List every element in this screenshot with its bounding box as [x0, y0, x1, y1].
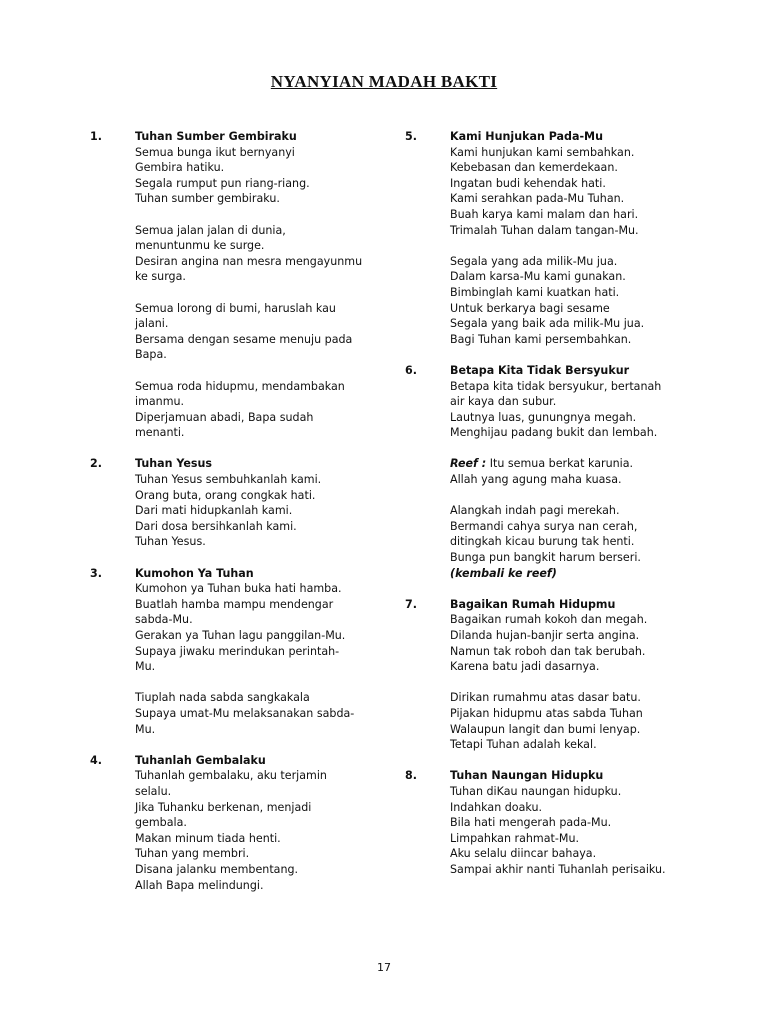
song-lyrics [450, 379, 745, 582]
lyric-line: Allah Bapa melindungi. [135, 878, 264, 892]
lyric-line: ke surga. [135, 270, 186, 284]
lyric-line: Diperjamuan abadi, Bapa sudah [135, 410, 314, 424]
lyric-line: menuntunmu ke surge. [135, 239, 265, 253]
song-number: 1. [90, 130, 102, 143]
song-lyrics [450, 145, 745, 348]
lyric-line: Bagi Tuhan kami persembahkan. [450, 332, 632, 346]
lyric-line: Betapa kita tidak bersyukur, bertanah [450, 379, 662, 393]
lyric-line: Sampai akhir nanti Tuhanlah perisaiku. [450, 862, 666, 876]
song-title: Tuhanlah Gembalaku [135, 753, 266, 767]
lyric-line: Dirikan rumahmu atas dasar batu. [450, 691, 641, 705]
lyric-line: Dari dosa bersihkanlah kami. [135, 519, 297, 533]
lyric-line: Bersama dengan sesame menuju pada [135, 332, 353, 346]
song-entry [90, 129, 380, 441]
lyric-line: Kami serahkan pada-Mu Tuhan. [450, 192, 625, 206]
song-entry [90, 566, 380, 738]
song-entry [405, 363, 745, 581]
song-entry [90, 456, 380, 550]
lyric-line: selalu. [135, 784, 172, 798]
song-number: 4. [90, 753, 102, 767]
lyric-line: Dalam karsa-Mu kami gunakan. [450, 270, 626, 284]
song-number: 8. [405, 769, 417, 783]
lyric-line: Makan minum tiada henti. [135, 831, 281, 845]
song-number: 3. [90, 566, 102, 580]
lyric-line: Bunga pun bangkit harum berseri. [450, 551, 641, 565]
lyric-line: Gembira hatiku. [135, 161, 225, 175]
lyric-line: Namun tak roboh dan tak berubah. [450, 644, 646, 658]
lyric-line: Tuhan diKau naungan hidupku. [450, 784, 622, 798]
lyric-line: sabda-Mu. [135, 613, 193, 627]
song-entry [405, 597, 745, 753]
song-lyrics [135, 768, 380, 893]
refrain-label: Reef : [450, 457, 487, 471]
song-title: Tuhan Yesus [135, 457, 213, 471]
lyric-line: Segala rumput pun riang-riang. [135, 176, 310, 190]
lyric-line: Segala yang ada milik-Mu jua. [450, 254, 618, 268]
lyric-line: Kami hunjukan kami sembahkan. [450, 145, 635, 159]
lyric-line: Gerakan ya Tuhan lagu panggilan-Mu. [135, 629, 346, 642]
song-lyrics [135, 145, 380, 441]
song-number: 6. [405, 363, 417, 377]
stanza [135, 690, 380, 737]
stanza [450, 503, 745, 581]
lyric-line: jalani. [135, 317, 169, 331]
lyric-line: menanti. [135, 426, 185, 440]
page-title: NYANYIAN MADAH BAKTI [270, 72, 498, 91]
refrain [450, 456, 745, 487]
lyric-line: gembala. [135, 816, 187, 830]
song-lyrics [135, 472, 380, 550]
lyric-line: Supaya jiwaku merindukan perintah- [135, 644, 340, 658]
lyric-line: Buah karya kami malam dan hari. [450, 207, 639, 221]
lyric-line: Walaupun langit dan bumi lenyap. [450, 722, 641, 736]
lyric-line: Semua bunga ikut bernyanyi [135, 145, 295, 159]
stanza [135, 768, 380, 893]
lyric-line: Bagaikan rumah kokoh dan megah. [450, 613, 648, 627]
lyric-line: Tetapi Tuhan adalah kekal. [450, 738, 597, 752]
lyric-line: Kumohon ya Tuhan buka hati hamba. [135, 582, 342, 596]
lyric-line: Segala yang baik ada milik-Mu jua. [450, 317, 645, 331]
lyric-line: air kaya dan subur. [450, 395, 557, 409]
left-column [90, 129, 380, 909]
lyric-line: Trimalah Tuhan dalam tangan-Mu. [450, 223, 639, 237]
song-lyrics [450, 612, 745, 752]
lyric-line: Tiuplah nada sabda sangkakala [135, 691, 310, 705]
song-entry [405, 768, 745, 877]
lyric-line: Disana jalanku membentang. [135, 862, 299, 876]
lyric-line: Semua jalan jalan di dunia, [135, 223, 286, 237]
stanza [450, 612, 745, 674]
lyric-line: Aku selalu diincar bahaya. [450, 847, 597, 861]
song-lyrics [135, 581, 380, 737]
stanza [450, 379, 745, 441]
lyric-line: Orang buta, orang congkak hati. [135, 488, 316, 502]
stanza [135, 581, 380, 675]
song-entry [90, 753, 380, 893]
lyric-line: Tuhan yang membri. [135, 847, 250, 861]
lyric-line: Bimbinglah kami kuatkan hati. [450, 285, 620, 299]
lyric-line: Kebebasan dan kemerdekaan. [450, 161, 618, 175]
song-title: Tuhan Naungan Hidupku [450, 769, 604, 783]
lyric-line: Tuhan Yesus. [135, 535, 206, 549]
lyric-line: Untuk berkarya bagi sesame [450, 301, 610, 315]
page-number: 17 [377, 961, 391, 974]
song-title: Tuhan Sumber Gembiraku [135, 130, 297, 143]
refrain-line [450, 456, 745, 472]
refrain-line: Allah yang agung maha kuasa. [450, 473, 622, 487]
song-title: Kumohon Ya Tuhan [135, 566, 254, 580]
stanza [135, 472, 380, 550]
stanza [135, 145, 380, 207]
lyric-line: Tuhan Yesus sembuhkanlah kami. [135, 473, 322, 487]
lyric-line: imanmu. [135, 395, 185, 409]
back-to-refrain-note: (kembali ke reef) [450, 566, 557, 580]
song-title: Kami Hunjukan Pada-Mu [450, 130, 603, 143]
lyric-line: Supaya umat-Mu melaksanakan sabda- [135, 706, 355, 720]
stanza [135, 301, 380, 363]
stanza [450, 254, 745, 348]
lyric-line: Mu. [135, 660, 156, 674]
right-column [405, 129, 745, 893]
lyric-line: Jika Tuhanku berkenan, menjadi [135, 800, 312, 814]
song-title: Betapa Kita Tidak Bersyukur [450, 363, 630, 377]
stanza [135, 379, 380, 441]
lyric-line: Tuhanlah gembalaku, aku terjamin [135, 769, 327, 783]
lyric-line: Bermandi cahya surya nan cerah, [450, 519, 638, 533]
stanza [450, 690, 745, 752]
lyric-line: Karena batu jadi dasarnya. [450, 660, 600, 674]
lyric-line: Desiran angina nan mesra mengayunmu [135, 254, 363, 268]
lyric-line: Dari mati hidupkanlah kami. [135, 504, 293, 518]
song-number: 7. [405, 597, 417, 611]
lyric-line: ditingkah kicau burung tak henti. [450, 535, 635, 549]
lyric-line: Bapa. [135, 348, 167, 362]
lyric-line: Buatlah hamba mampu mendengar [135, 597, 334, 611]
lyric-line: Pijakan hidupmu atas sabda Tuhan [450, 706, 643, 720]
song-entry [405, 129, 745, 347]
lyric-line: Limpahkan rahmat-Mu. [450, 831, 580, 845]
lyric-line: Semua roda hidupmu, mendambakan [135, 379, 345, 393]
song-number: 5. [405, 130, 417, 143]
lyric-line: Lautnya luas, gunungnya megah. [450, 410, 637, 424]
stanza [450, 145, 745, 239]
lyric-line: Indahkan doaku. [450, 800, 543, 814]
stanza [450, 784, 745, 878]
lyric-line: Menghijau padang bukit dan lembah. [450, 426, 658, 440]
lyric-line: Ingatan budi kehendak hati. [450, 176, 606, 190]
song-title: Bagaikan Rumah Hidupmu [450, 597, 616, 611]
lyric-line: Semua lorong di bumi, haruslah kau [135, 301, 336, 315]
lyric-line: Mu. [135, 722, 156, 736]
song-lyrics [450, 784, 745, 878]
lyric-line: Dilanda hujan-banjir serta angina. [450, 629, 640, 642]
lyric-line: Tuhan sumber gembiraku. [135, 192, 280, 206]
lyric-line: Bila hati mengerah pada-Mu. [450, 816, 612, 830]
refrain-text: Itu semua berkat karunia. [489, 457, 634, 471]
stanza [135, 223, 380, 285]
song-number: 2. [90, 457, 102, 471]
lyric-line: Alangkah indah pagi merekah. [450, 504, 620, 518]
